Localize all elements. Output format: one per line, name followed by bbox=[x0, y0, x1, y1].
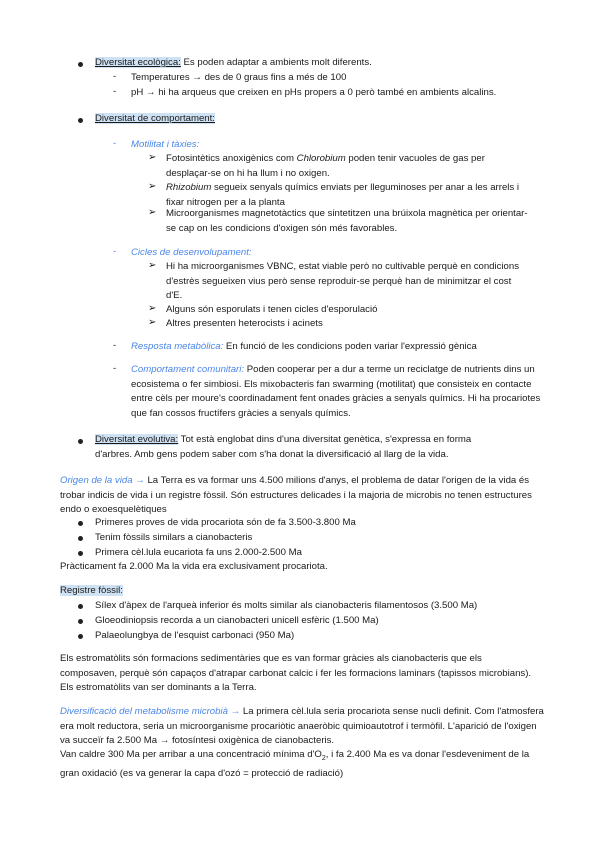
magnetotactics-item: Microorganismes magnetotàctics que sintetitzen una brúixola magnètica per orientar-se cap on les condicions d'oxigen són més favorables. bbox=[166, 208, 528, 234]
list-bullet bbox=[78, 604, 83, 609]
estromatolits-paragraph: Els estromatòlits són formacions sedimentàries que es van formar gràcies als cianobacteris que els composaven, perquè són capaços d'atrapar carbonat calcic i fer les formacions laminars (tapissos microbians). Els estromatòlits van ser dominants a la Terra. bbox=[60, 653, 532, 694]
rhizobium-text: segueix senyals químics enviats per lleguminoses per anar a les arrels i fixar nitrogen per a la planta bbox=[166, 182, 520, 208]
dash-marker: - bbox=[113, 363, 117, 374]
registre-item: Sílex d'àpex de l'arqueà inferior és molts similar als cianobacteris filamentosos (3.500 Ma) bbox=[95, 600, 478, 611]
origen-item: Primeres proves de vida procariota són de fa 3.500-3.800 Ma bbox=[95, 517, 356, 528]
origen-paragraph bbox=[60, 474, 546, 518]
temperatures-item: Temperatures → des de 0 graus fins a més de 100 bbox=[131, 72, 347, 83]
resposta-metabolica-text: En funció de les condicions poden variar l'expressió gènica bbox=[223, 341, 477, 352]
list-bullet bbox=[78, 551, 83, 556]
chlorobium-text-pre: Fotosintètics anoxigènics com bbox=[166, 153, 297, 164]
arrow-bullet-icon: ➢ bbox=[148, 152, 157, 163]
chlorobium-item bbox=[166, 152, 528, 181]
diversificacio-label: Diversificació del metabolisme microbià → bbox=[60, 706, 241, 717]
origen-item: Tenim fòssils similars a cianobacteris bbox=[95, 532, 253, 543]
oxygen-subscript: 2 bbox=[321, 754, 326, 762]
diversitat-comportament-label: Diversitat de comportament: bbox=[95, 113, 215, 124]
diversificacio-text: La primera cèl.lula seria procariota sense nucli definit. Com l'atmosfera era molt reductora, seria un microorganisme procariòtic anaeròbic quimioautotrof i termòfil. L'aparició de l'oxigen va succeïr fa 2.500 Ma → fotosíntesi oxigènica de cianobacteris. bbox=[60, 706, 544, 747]
arrow-bullet-icon: ➢ bbox=[148, 317, 157, 328]
arrow-bullet-icon: ➢ bbox=[148, 181, 157, 192]
registre-item: Palaeolungbya de l'esquist carbonaci (950 Ma) bbox=[95, 630, 295, 641]
list-bullet bbox=[78, 634, 83, 639]
list-bullet bbox=[78, 536, 83, 541]
arrow-bullet-icon: ➢ bbox=[148, 260, 157, 271]
origen-text: La Terra es va formar uns 4.500 milions d'anys, el problema de datar l'origen de la vida és trobar indicis de vida i un registre fòssil. Són estructures delicades i la majoria de microbis no tenen estructures endo o exoesquelètiques bbox=[60, 475, 532, 516]
bullet-diversitat-evolutiva bbox=[78, 439, 83, 444]
dash-marker: - bbox=[113, 71, 117, 82]
chlorobium-text-post: poden tenir vacuoles de gas per desplaçar-se on hi ha llum i no oxigen. bbox=[166, 153, 485, 179]
rhizobium-item bbox=[166, 181, 528, 210]
arrow-bullet-icon: ➢ bbox=[148, 303, 157, 314]
dash-marker: - bbox=[113, 246, 117, 257]
resposta-metabolica-label: Resposta metabòlica: bbox=[131, 341, 224, 352]
oxidacio-text-post: , i fa 2.400 Ma es va donar l'esdeveniment de la gran oxidació (es va generar la capa d'ozó = protecció de radiació) bbox=[60, 749, 530, 779]
rhizobium-name: Rhizobium bbox=[166, 182, 212, 193]
bullet-diversitat-ecologica bbox=[78, 62, 83, 67]
diversificacio-paragraph bbox=[60, 705, 546, 749]
registre-item: Gloeodiniopsis recorda a un cianobacteri unicell esfèric (1.500 Ma) bbox=[95, 615, 379, 626]
diversitat-evolutiva-text: Tot està englobat dins d'una diversitat genètica, s'expressa en forma d'arbres. Amb gens podem saber com s'ha donat la diversificació al llarg de la vida. bbox=[95, 434, 472, 460]
heterocists-item: Altres presenten heterocists i acinets bbox=[166, 318, 323, 329]
list-bullet bbox=[78, 521, 83, 526]
esporulats-item: Alguns són esporulats i tenen cicles d'esporulació bbox=[166, 304, 378, 315]
registre-label: Registre fòssil: bbox=[60, 585, 123, 596]
cicles-label: Cicles de desenvolupament: bbox=[131, 247, 252, 258]
oxidacio-text-pre: Van caldre 300 Ma per arribar a una concentració mínima d'O bbox=[60, 749, 322, 760]
bullet-diversitat-comportament bbox=[78, 118, 83, 123]
diversitat-evolutiva-label: Diversitat evolutiva: bbox=[95, 434, 179, 445]
ph-item: pH → hi ha arqueus que creixen en pHs propers a 0 però també en ambients alcalins. bbox=[131, 87, 497, 98]
vbnc-item: Hi ha microorganismes VBNC, estat viable però no cultivable perquè en condicions d'estrès segueixen vius però sense reproduir-se perquè han de minimitzar el cost d'E. bbox=[166, 261, 520, 302]
oxidacio-paragraph bbox=[60, 748, 540, 781]
resposta-metabolica-line bbox=[131, 340, 551, 355]
dash-marker: - bbox=[113, 86, 117, 97]
diversitat-comportament-line bbox=[95, 112, 215, 127]
comportament-comunitari-label: Comportament comunitari: bbox=[131, 364, 245, 375]
origen-item: Primera cèl.lula eucariota fa uns 2.000-2.500 Ma bbox=[95, 547, 302, 558]
diversitat-evolutiva-line bbox=[95, 433, 495, 462]
diversitat-ecologica-line bbox=[95, 56, 565, 71]
dash-marker: - bbox=[113, 340, 117, 351]
diversitat-ecologica-label: Diversitat ecològica: bbox=[95, 57, 181, 68]
comportament-comunitari-text: Poden cooperar per a dur a terme un reciclatge de nutrients dins un ecosistema o fer simbiosi. Els mixobacteris fan swarming (motilitat) que consisteix en contacte entre cèls per moure's coordinadament fent onades gràcies a senyals químics. Hi ha procariotes que fan cossos fructífers gràcies a senyals químics. bbox=[131, 364, 541, 419]
list-bullet bbox=[78, 619, 83, 624]
chlorobium-name: Chlorobium bbox=[296, 153, 346, 164]
arrow-bullet-icon: ➢ bbox=[148, 207, 157, 218]
comportament-comunitari-line bbox=[131, 363, 543, 421]
registre-label-line bbox=[60, 584, 123, 599]
origen-label: Origen de la vida → bbox=[60, 475, 145, 486]
origen-tail: Pràcticament fa 2.000 Ma la vida era exclusivament procariota. bbox=[60, 561, 328, 572]
motilitat-label: Motilitat i tàxies: bbox=[131, 139, 200, 150]
dash-marker: - bbox=[113, 138, 117, 149]
diversitat-ecologica-text: Es poden adaptar a ambients molt diferents. bbox=[180, 57, 372, 68]
